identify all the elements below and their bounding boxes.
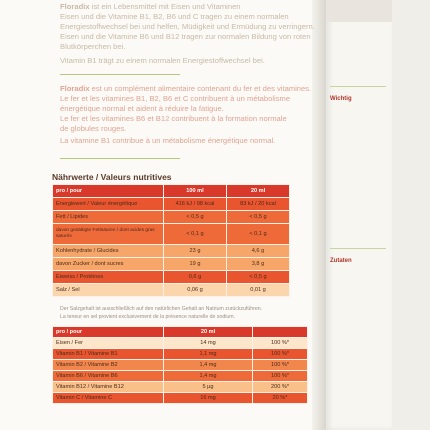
table-header: pro / pour 20 ml — [53, 327, 308, 338]
table-row: Vitamin B1 / Vitamine B1 1,1 mg 100 %* — [53, 349, 308, 360]
divider — [60, 74, 180, 75]
german-line-3: Energiestoffwechsel bei und helfen, Müdigkeit und Ermüdung zu verringern. — [60, 22, 315, 31]
german-line-5: Blutkörperchen bei. — [60, 42, 126, 51]
warning-heading: Wichtig — [330, 96, 352, 102]
french-line-2: Le fer et les vitamines B1, B2, B6 et C contribuent à un métabolisme — [60, 94, 291, 103]
table-row: Vitamin B12 / Vitamine B12 5 µg 200 %* — [53, 382, 308, 393]
table-row: davon gesättigte Fettsäuren / dont acides gras saturés < 0,1 g < 0,1 g — [53, 224, 290, 245]
nutrition-title: Nährwerte / Valeurs nutritives — [52, 172, 172, 182]
table-row: Vitamin B6 / Vitamine B6 1,4 mg 100 %* — [53, 371, 308, 382]
table-row: Fett / Lipides < 0,5 g < 0,5 g — [53, 211, 290, 224]
vitamin-table — [52, 326, 308, 404]
table-row: Vitamin B2 / Vitamine B2 1,4 mg 100 %* — [53, 360, 308, 371]
box-edge-shadow — [312, 0, 326, 430]
table-row: Energiewert / Valeur énergétique 416 kJ / 98 kcal 83 kJ / 20 kcal — [53, 198, 290, 211]
side-panel-band — [326, 0, 392, 22]
french-line-4: Le fer et les vitamines B6 et B12 contribuent à la formation normale — [60, 114, 287, 123]
german-line-2: Eisen und die Vitamine B1, B2, B6 und C tragen zu einem normalen — [60, 12, 289, 21]
table-row: davon Zucker / dont sucres 19 g 3,8 g — [53, 258, 290, 271]
table-row: Eiweiss / Protéines 0,6 g < 0,5 g — [53, 271, 290, 284]
german-line-1: Floradix ist ein Lebensmittel mit Eisen und Vitaminen — [60, 2, 241, 11]
french-line-3: énergétique normal et aident à réduire la fatigue. — [60, 104, 224, 113]
german-line-4: Eisen und die Vitamine B6 und B12 tragen zur normalen Bildung von roten — [60, 32, 311, 41]
salt-note-fr: La teneur en sel provient exclusivement de la présence naturelle de sodium. — [60, 314, 236, 320]
nutrition-table — [52, 184, 290, 297]
german-line-6: Vitamin B1 trägt zu einem normalen Energiestoffwechsel bei. — [60, 56, 265, 65]
table-row: Salz / Sel 0,06 g 0,01 g — [53, 284, 290, 297]
side-divider — [330, 248, 386, 249]
divider — [60, 158, 180, 159]
table-row: Vitamin C / Vitamine C 16 mg 20 %* — [53, 393, 308, 404]
table-row: Kohlenhydrate / Glucides 23 g 4,6 g — [53, 245, 290, 258]
french-line-1: Floradix est un complément alimentaire contenant du fer et des vitamines. — [60, 84, 312, 93]
box-side-panel — [326, 0, 392, 430]
french-line-6: La vitamine B1 contribue à un métabolisme énergétique normal. — [60, 136, 276, 145]
side-divider — [330, 86, 386, 87]
background — [392, 0, 430, 430]
table-row: Eisen / Fer 14 mg 100 %* — [53, 338, 308, 349]
french-line-5: de globules rouges. — [60, 124, 127, 133]
ingredients-heading: Zutaten — [330, 258, 352, 264]
salt-note-de: Der Salzgehalt ist ausschließlich auf den natürlichen Gehalt an Natrium zurückzuführen. — [60, 306, 263, 312]
table-header: pro / pour 100 ml 20 ml — [53, 185, 290, 198]
